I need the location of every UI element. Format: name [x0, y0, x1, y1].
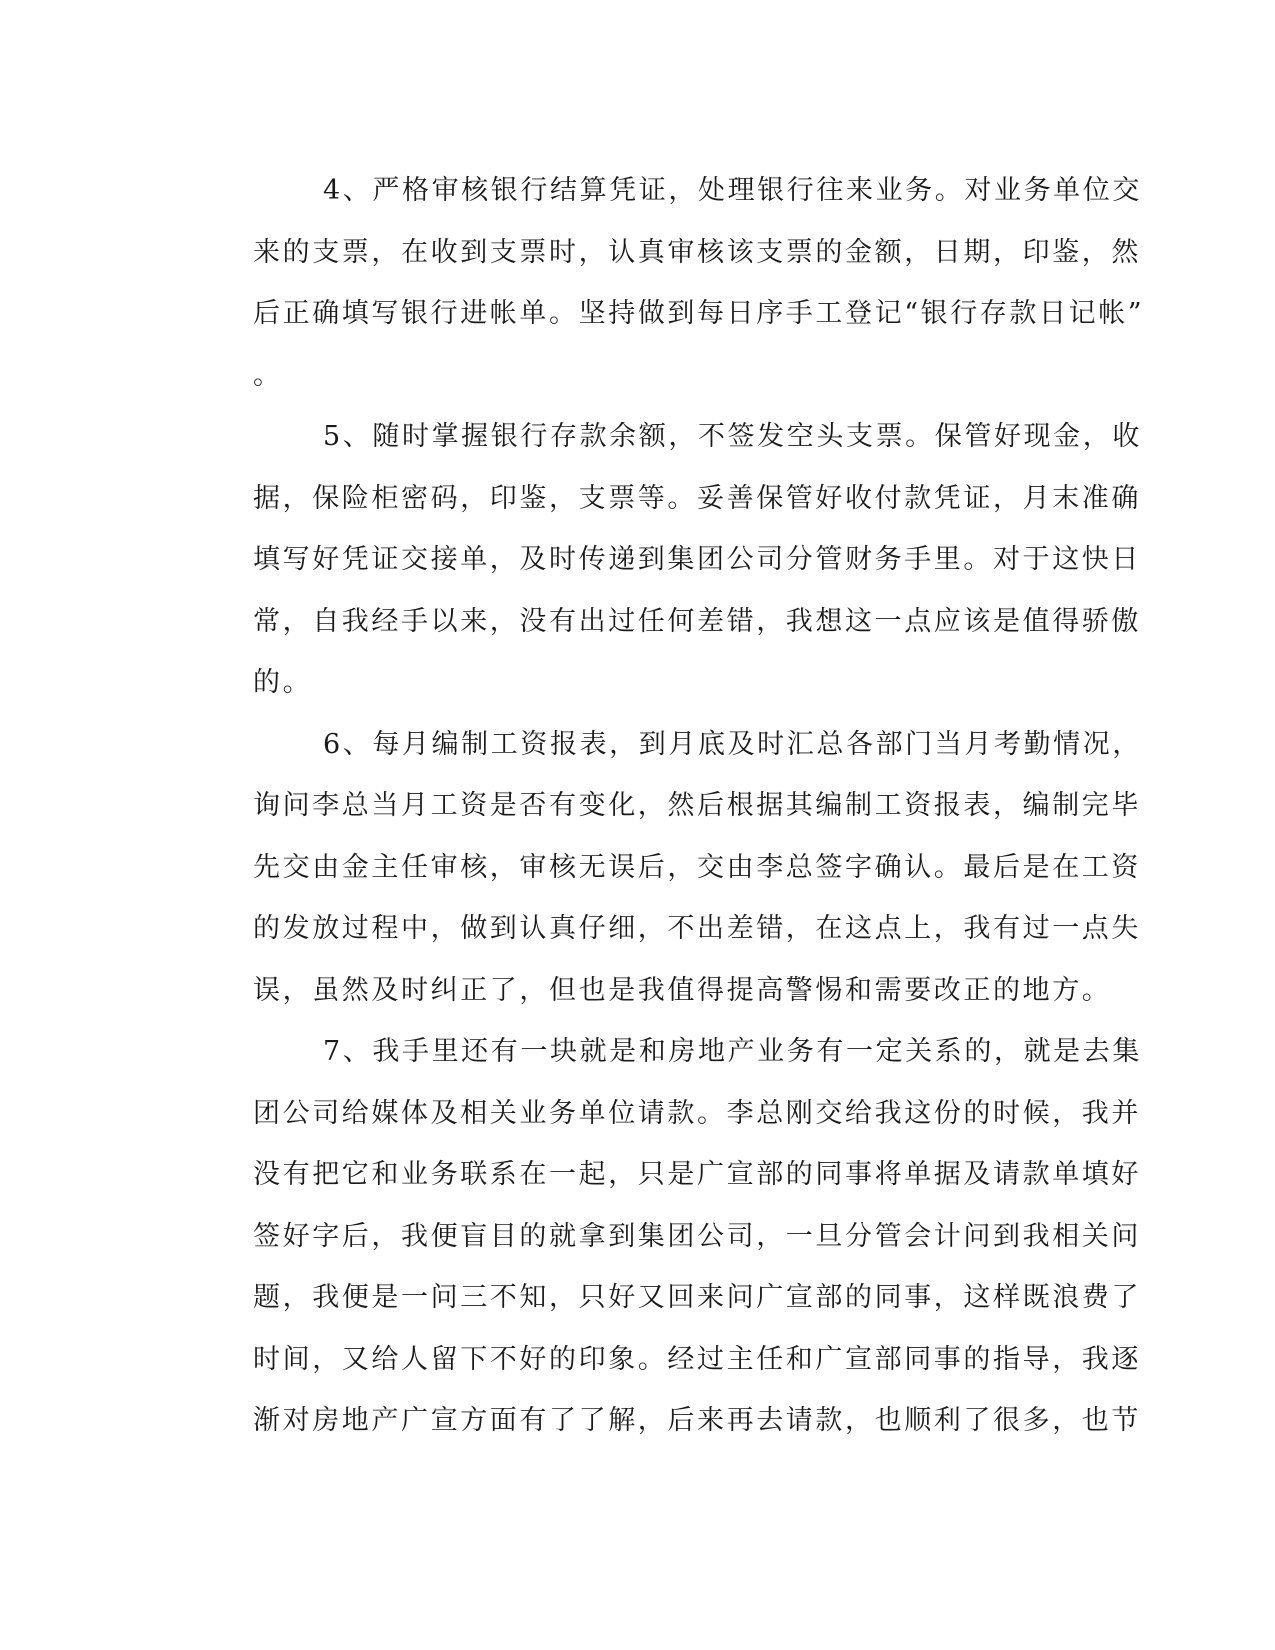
text-line: 的。: [253, 667, 313, 698]
text-line: 询问李总当月工资是否有变化，然后根据其编制工资报表，编制完毕: [253, 790, 1141, 821]
text-line: 7、我手里还有一块就是和房地产业务有一定关系的，就是去集: [323, 1036, 1142, 1067]
text-line: 签好字后，我便盲目的就拿到集团公司，一旦分管会计问到我相关问: [253, 1220, 1141, 1252]
text-line: 团公司给媒体及相关业务单位请款。李总刚交给我这份的时候，我并: [253, 1097, 1141, 1129]
text-line: 常，自我经手以来，没有出过任何差错，我想这一点应该是值得骄傲: [253, 605, 1141, 637]
text-line: 来的支票，在收到支票时，认真审核该支票的金额，日期，印鉴，然: [253, 236, 1141, 268]
text-line: 5、随时掌握银行存款余额，不签发空头支票。保管好现金，收: [323, 421, 1142, 452]
text-line: 后正确填写银行进帐单。坚持做到每日序手工登记“银行存款日记帐”: [253, 298, 1145, 329]
text-line: 4、严格审核银行结算凭证，处理银行往来业务。对业务单位交: [323, 175, 1142, 206]
text-line: 6、每月编制工资报表，到月底及时汇总各部门当月考勤情况，: [323, 728, 1142, 760]
text-line: 题，我便是一问三不知，只好又回来问广宣部的同事，这样既浪费了: [253, 1282, 1141, 1313]
paragraph-4: [187, 160, 1145, 406]
text-line: 渐对房地产广宣方面有了了解，后来再去请款，也顺利了很多，也节: [253, 1405, 1141, 1436]
paragraph-6: [187, 714, 1142, 1022]
text-line: 时间，又给人留下不好的印象。经过主任和广宣部同事的指导，我逐: [253, 1343, 1141, 1375]
document-body: [187, 160, 1145, 1452]
text-line: 。: [253, 359, 283, 391]
paragraph-5: [187, 406, 1142, 714]
text-line: 填写好凭证交接单，及时传递到集团公司分管财务手里。对于这快日: [253, 544, 1141, 575]
text-line: 误，虽然及时纠正了，但也是我值得提高警惕和需要改正的地方。: [253, 974, 1112, 1006]
text-line: 没有把它和业务联系在一起，只是广宣部的同事将单据及请款单填好: [253, 1159, 1141, 1190]
text-line: 先交由金主任审核，审核无误后，交由李总签字确认。最后是在工资: [253, 851, 1141, 883]
text-line: 据，保险柜密码，印鉴，支票等。妥善保管好收付款凭证，月末准确: [253, 482, 1141, 514]
paragraph-7: [187, 1021, 1142, 1452]
text-line: 的发放过程中，做到认真仔细，不出差错，在这点上，我有过一点失: [253, 913, 1141, 944]
